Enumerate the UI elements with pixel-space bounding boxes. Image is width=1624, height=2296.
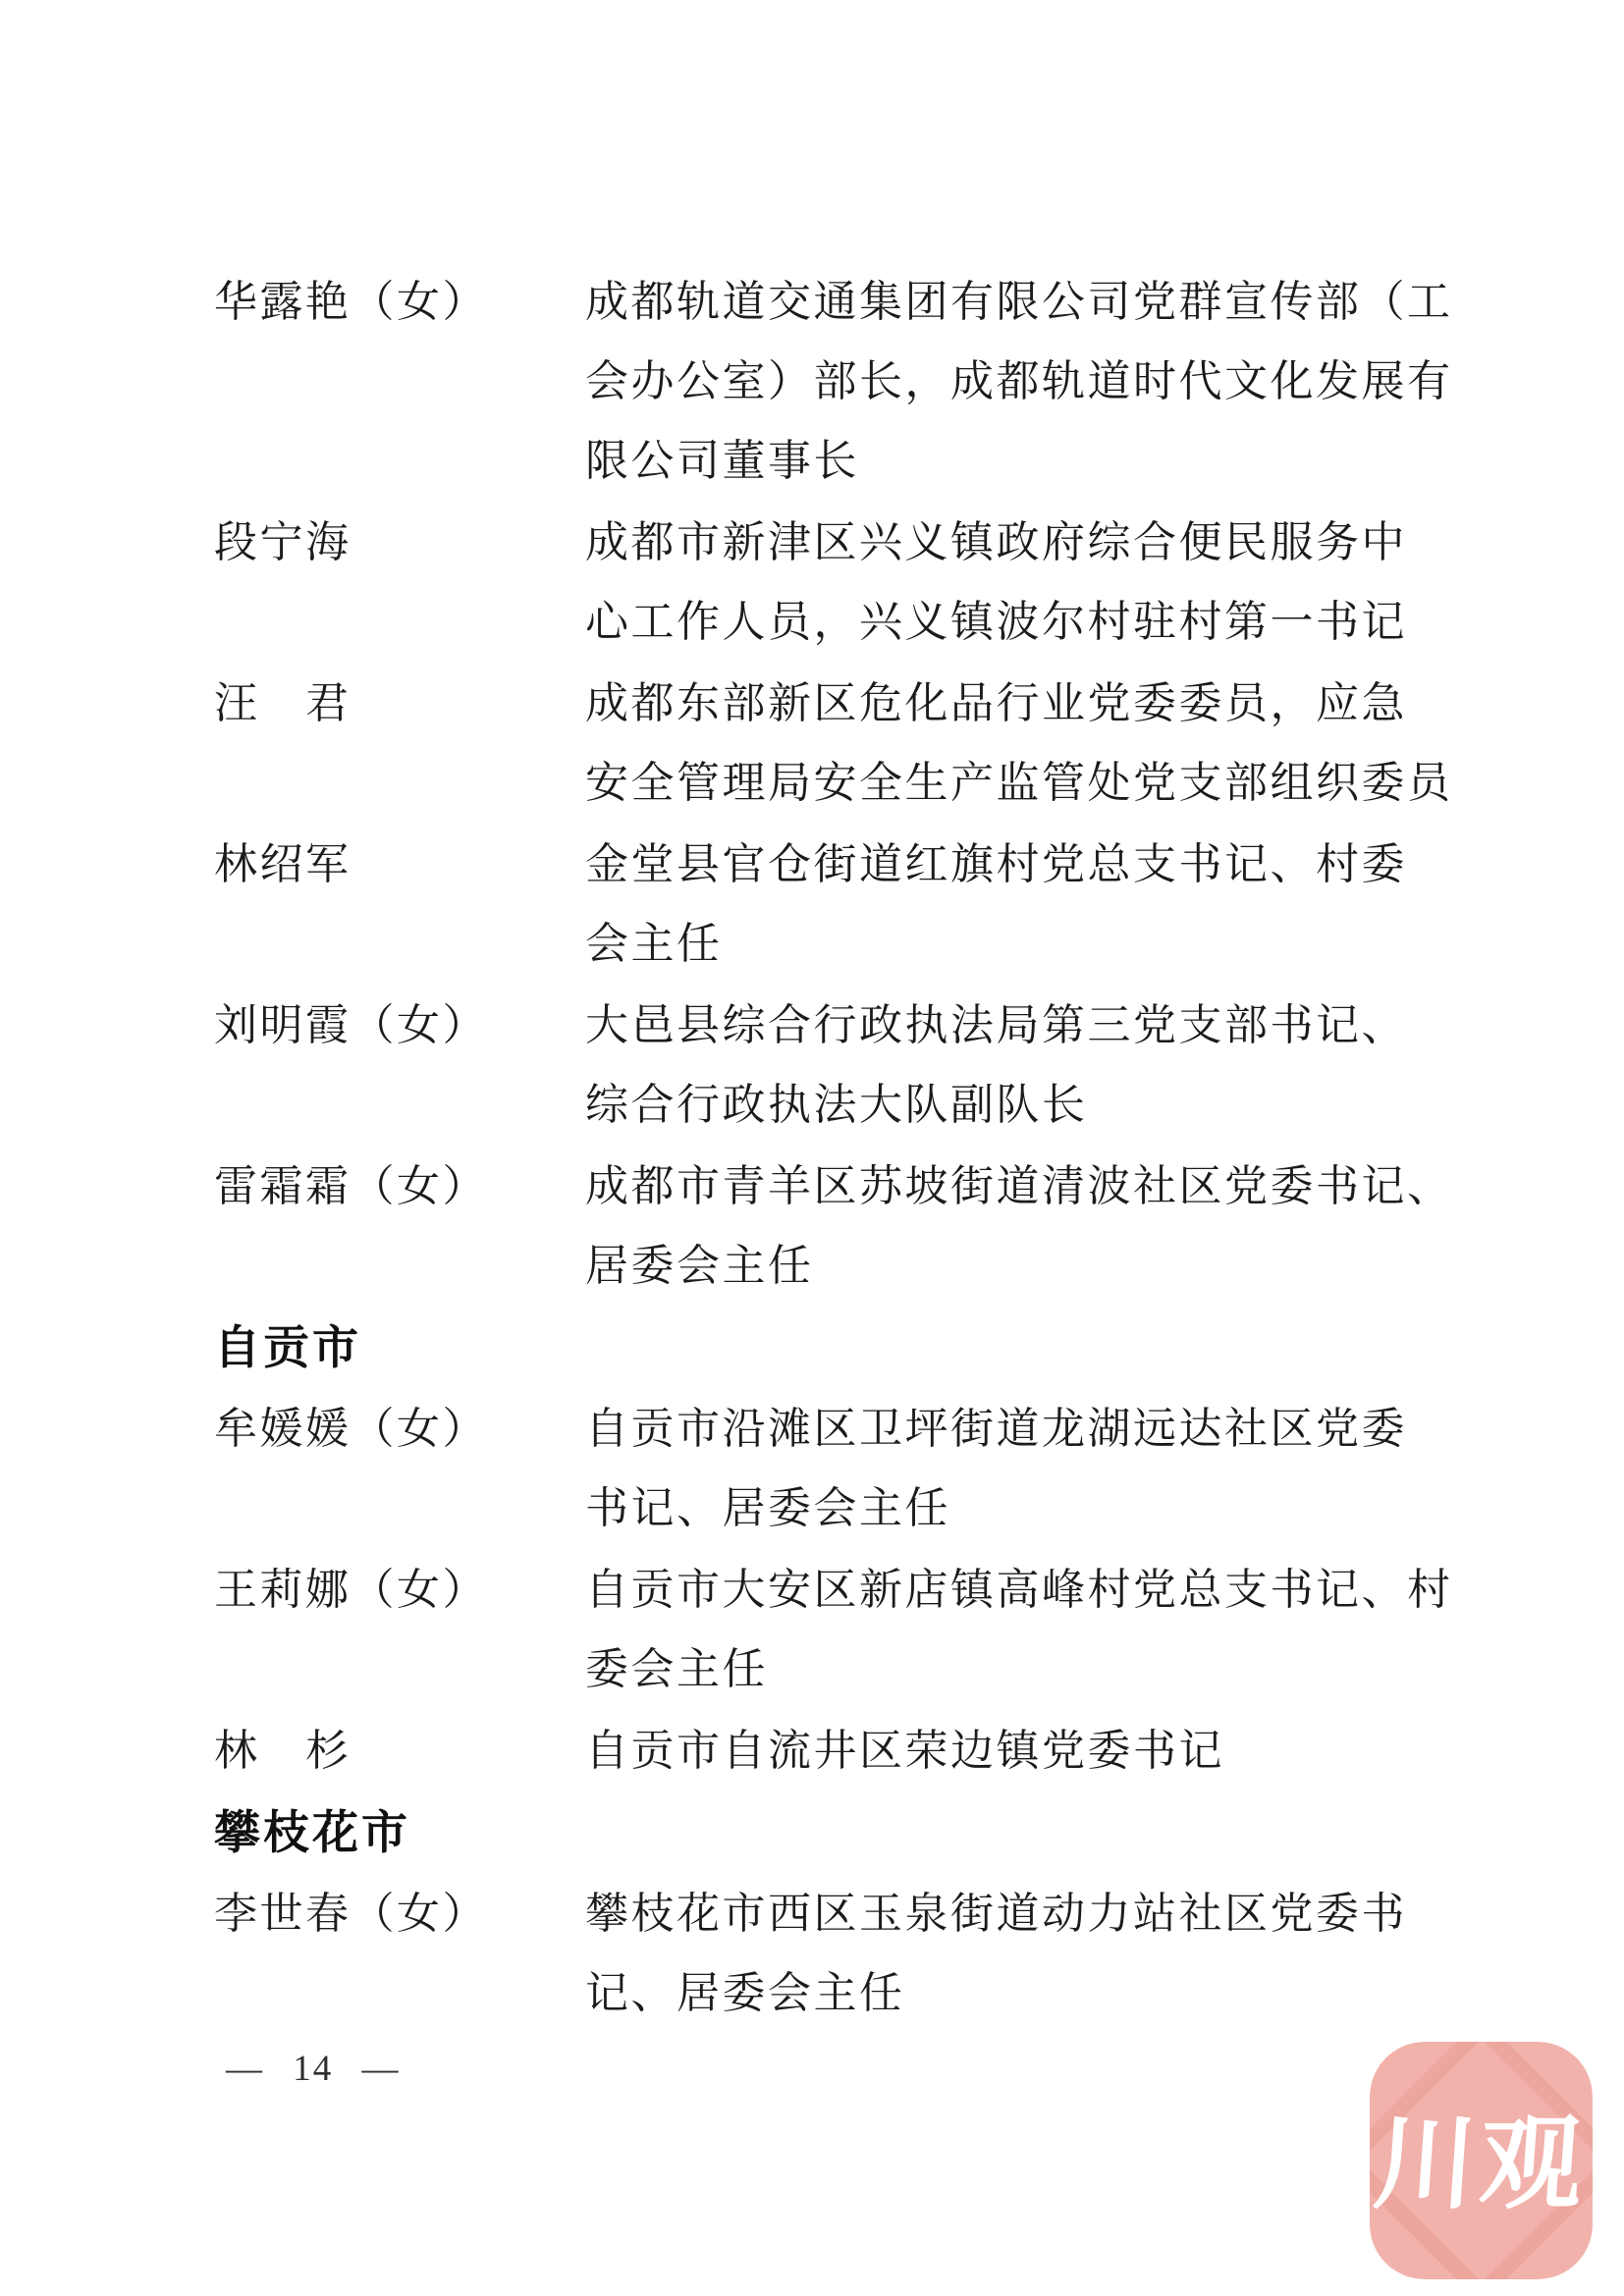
section-header-panzhihua: 攀枝花市 [214,1806,410,1858]
roster-entry [214,1550,1569,1709]
roster-entry [214,1711,1569,1790]
roster-entry [214,825,1569,984]
person-role: 成都轨道交通集团有限公司党群宣传部（工 会办公室）部长，成都轨道时代文化发展有 限公司董事长 [585,278,1453,485]
roster-entry [214,1389,1569,1548]
roster-entry [214,1874,1569,2033]
roster-entry [214,1147,1569,1306]
person-role: 自贡市大安区新店镇高峰村党总支书记、村 委会主任 [585,1566,1453,1693]
roster-entry [214,664,1569,823]
section-header-zigong: 自贡市 [214,1321,361,1373]
person-name: 汪 君 [214,679,352,727]
roster-list [214,262,1569,2035]
person-name: 华露艳（女） [214,278,488,326]
person-name: 段宁海 [214,518,352,566]
person-role: 成都市青羊区苏坡街道清波社区党委书记、 居委会主任 [585,1162,1453,1290]
watermark-text: 川观 [1370,2109,1591,2221]
page-number: — 14 — [226,2049,401,2089]
person-role: 攀枝花市西区玉泉街道动力站社区党委书 记、居委会主任 [585,1890,1407,2017]
person-name: 林 杉 [214,1727,352,1775]
roster-entry [214,986,1569,1145]
person-role: 大邑县综合行政执法局第三党支部书记、 综合行政执法大队副队长 [585,1001,1407,1129]
person-role: 成都市新津区兴义镇政府综合便民服务中 心工作人员，兴义镇波尔村驻村第一书记 [585,518,1407,646]
person-name: 雷霜霜（女） [214,1162,488,1210]
person-name: 王莉娜（女） [214,1566,488,1614]
person-role: 自贡市沿滩区卫坪街道龙湖远达社区党委 书记、居委会主任 [585,1405,1407,1532]
person-role: 成都东部新区危化品行业党委委员，应急 安全管理局安全生产监管处党支部组织委员 [585,679,1453,807]
person-name: 李世春（女） [214,1890,488,1938]
person-name: 牟媛媛（女） [214,1405,488,1453]
person-name: 林绍军 [214,840,352,888]
person-name: 刘明霞（女） [214,1001,488,1049]
person-role: 金堂县官仓街道红旗村党总支书记、村委 会主任 [585,840,1407,968]
person-role: 自贡市自流井区荣边镇党委书记 [585,1727,1224,1775]
roster-entry [214,262,1569,501]
roster-entry [214,503,1569,662]
chuanguan-watermark-logo [1370,2042,1593,2279]
